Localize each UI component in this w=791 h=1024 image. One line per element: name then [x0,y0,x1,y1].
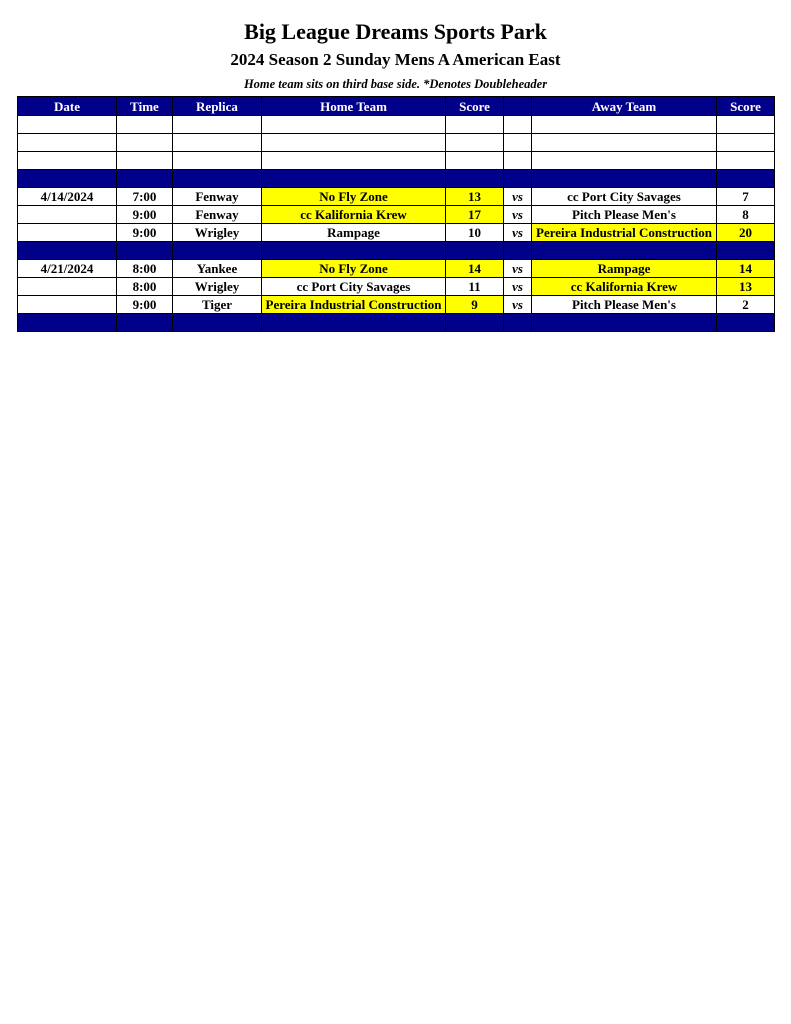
home-team: cc Kalifornia Krew [262,206,446,224]
week-separator [18,170,775,188]
game-time: 8:00 [117,260,173,278]
away-score: 2 [717,296,775,314]
home-team: Rampage [262,224,446,242]
col-header-home-team: Home Team [262,97,446,116]
vs-label: vs [504,278,532,296]
away-score: 7 [717,188,775,206]
away-team: cc Port City Savages [532,188,717,206]
table-row [18,224,775,242]
col-header-date: Date [18,97,117,116]
table-row [18,296,775,314]
game-date [18,224,117,242]
vs-label: vs [504,206,532,224]
empty-row [18,152,775,170]
away-score: 8 [717,206,775,224]
home-team: Pereira Industrial Construction [262,296,446,314]
col-header-replica: Replica [173,97,262,116]
away-score: 13 [717,278,775,296]
game-time: 9:00 [117,224,173,242]
page-subtitle: 2024 Season 2 Sunday Mens A American East [230,50,561,69]
home-team: No Fly Zone [262,188,446,206]
vs-label: vs [504,224,532,242]
home-score: 10 [446,224,504,242]
game-replica: Yankee [173,260,262,278]
table-row [18,188,775,206]
away-team: cc Kalifornia Krew [532,278,717,296]
empty-row [18,134,775,152]
table-row [18,206,775,224]
home-score: 11 [446,278,504,296]
game-date [18,206,117,224]
game-time: 7:00 [117,188,173,206]
game-time: 8:00 [117,278,173,296]
game-date: 4/21/2024 [18,260,117,278]
vs-label: vs [504,188,532,206]
col-header-away-score: Score [717,97,775,116]
home-score: 17 [446,206,504,224]
game-date [18,296,117,314]
away-score: 14 [717,260,775,278]
home-score: 14 [446,260,504,278]
game-replica: Fenway [173,206,262,224]
away-team: Rampage [532,260,717,278]
table-row [18,260,775,278]
week-separator [18,242,775,260]
col-header-away-team: Away Team [532,97,717,116]
game-replica: Wrigley [173,278,262,296]
away-score: 20 [717,224,775,242]
home-team: cc Port City Savages [262,278,446,296]
schedule-table [17,96,775,332]
empty-row [18,116,775,134]
vs-label: vs [504,260,532,278]
table-row [18,278,775,296]
col-header-vs [504,97,532,116]
game-replica: Tiger [173,296,262,314]
col-header-time: Time [117,97,173,116]
game-time: 9:00 [117,206,173,224]
home-score: 13 [446,188,504,206]
page-note: Home team sits on third base side. *Denotes Doubleheader [243,77,548,91]
away-team: Pitch Please Men's [532,296,717,314]
game-date [18,278,117,296]
away-team: Pitch Please Men's [532,206,717,224]
page-title: Big League Dreams Sports Park [244,19,547,44]
home-team: No Fly Zone [262,260,446,278]
away-team: Pereira Industrial Construction [532,224,717,242]
game-replica: Wrigley [173,224,262,242]
table-header-row [18,97,775,116]
home-score: 9 [446,296,504,314]
col-header-home-score: Score [446,97,504,116]
vs-label: vs [504,296,532,314]
game-time: 9:00 [117,296,173,314]
game-replica: Fenway [173,188,262,206]
game-date: 4/14/2024 [18,188,117,206]
week-separator [18,314,775,332]
